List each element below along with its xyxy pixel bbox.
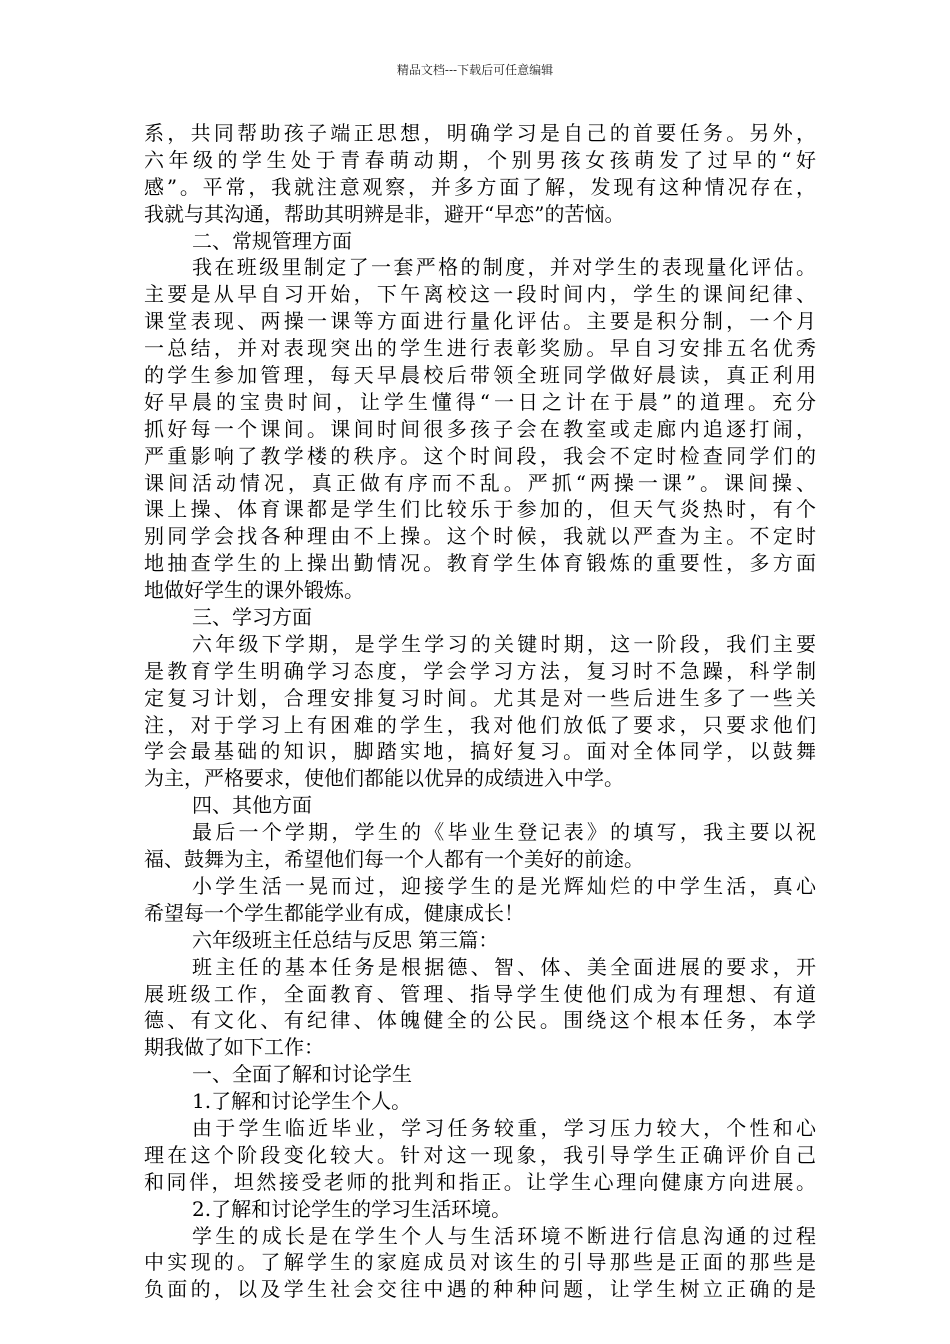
text-line: 六年级下学期，是学生学习的关键时期，这一阶段，我们主要 bbox=[192, 631, 816, 656]
text-line: 是教育学生明确学习态度，学会学习方法，复习时不急躁，科学制 bbox=[144, 658, 816, 683]
text-line: 我就与其沟通，帮助其明辨是非，避开“早恋”的苦恼。 bbox=[144, 201, 625, 226]
text-line: 期我做了如下工作： bbox=[144, 1035, 324, 1060]
text-line: 六年级的学生处于青春萌动期，个别男孩女孩萌发了过早的“好 bbox=[144, 147, 816, 172]
page-header: 精品文档---下载后可任意编辑 bbox=[396, 63, 554, 77]
text-line: 地做好学生的课外锻炼。 bbox=[144, 578, 364, 603]
text-line: 地抽查学生的上操出勤情况。教育学生体育锻炼的重要性，多方面 bbox=[144, 551, 816, 576]
text-line: 定复习计划，合理安排复习时间。尤其是对一些后进生多了一些关 bbox=[144, 685, 816, 710]
text-line: 我在班级里制定了一套严格的制度，并对学生的表现量化评估。 bbox=[192, 255, 816, 280]
text-line: 一总结，并对表现突出的学生进行表彰奖励。早自习安排五名优秀 bbox=[144, 336, 816, 361]
document-body bbox=[144, 120, 816, 1303]
text-line: 好早晨的宝贵时间，让学生懂得“一日之计在于晨”的道理。充分 bbox=[144, 389, 816, 414]
text-line: 小学生活一晃而过，迎接学生的是光辉灿烂的中学生活，真心 bbox=[192, 873, 816, 898]
text-line: 感”。平常，我就注意观察，并多方面了解，发现有这种情况存在， bbox=[144, 174, 816, 199]
text-line: 1.了解和讨论学生个人。 bbox=[192, 1089, 412, 1114]
text-line: 学会最基础的知识，脚踏实地，搞好复习。面对全体同学，以鼓舞 bbox=[144, 739, 816, 764]
text-line: 由于学生临近毕业，学习任务较重，学习压力较大，个性和心 bbox=[192, 1115, 816, 1140]
text-line: 展班级工作，全面教育、管理、指导学生使他们成为有理想、有道 bbox=[144, 981, 816, 1006]
text-line: 课堂表现、两操一课等方面进行量化评估。主要是积分制，一个月 bbox=[144, 309, 816, 334]
text-line: 严重影响了教学楼的秩序。这个时间段，我会不定时检查同学们的 bbox=[144, 443, 816, 468]
text-line: 抓好每一个课间。课间时间很多孩子会在教室或走廊内追逐打闹， bbox=[144, 416, 816, 441]
text-line: 最后一个学期，学生的《毕业生登记表》的填写，我主要以祝 bbox=[192, 820, 816, 845]
text-line: 希望每一个学生都能学业有成，健康成长！ bbox=[144, 900, 524, 925]
text-line: 四、其他方面 bbox=[192, 793, 312, 818]
text-line: 中实现的。了解学生的家庭成员对该生的引导那些是正面的那些是 bbox=[144, 1250, 816, 1275]
text-line: 六年级班主任总结与反思 第三篇： bbox=[192, 927, 499, 952]
text-line: 和同伴，坦然接受老师的批判和指正。让学生心理向健康方向进展。 bbox=[144, 1169, 816, 1194]
text-line: 系，共同帮助孩子端正思想，明确学习是自己的首要任务。另外， bbox=[144, 121, 816, 145]
text-line: 别同学会找各种理由不上操。这个时候，我就以严查为主。不定时 bbox=[144, 524, 816, 549]
text-line: 德、有文化、有纪律、体魄健全的公民。围绕这个根本任务，本学 bbox=[144, 1008, 816, 1033]
text-line: 的学生参加管理，每天早晨校后带领全班同学做好晨读，真正利用 bbox=[144, 363, 816, 388]
text-line: 班主任的基本任务是根据德、智、体、美全面进展的要求，开 bbox=[192, 954, 816, 979]
text-line: 主要是从早自习开始，下午离校这一段时间内，学生的课间纪律、 bbox=[144, 282, 816, 307]
text-line: 一、全面了解和讨论学生 bbox=[192, 1062, 412, 1087]
text-line: 三、学习方面 bbox=[192, 605, 312, 630]
text-line: 课上操、体育课都是学生们比较乐于参加的，但天气炎热时，有个 bbox=[144, 497, 816, 522]
text-line: 负面的，以及学生社会交往中遇的种种问题，让学生树立正确的是 bbox=[144, 1277, 816, 1302]
text-line: 福、鼓舞为主，希望他们每一个人都有一个美好的前途。 bbox=[144, 847, 644, 872]
text-line: 2.了解和讨论学生的学习生活环境。 bbox=[192, 1196, 512, 1221]
text-line: 二、常规管理方面 bbox=[192, 228, 352, 253]
text-line: 理在这个阶段变化较大。针对这一现象，我引导学生正确评价自己 bbox=[144, 1142, 816, 1167]
text-line: 注，对于学习上有困难的学生，我对他们放低了要求，只要求他们 bbox=[144, 712, 816, 737]
text-line: 学生的成长是在学生个人与生活环境不断进行信息沟通的过程 bbox=[192, 1223, 816, 1248]
text-line: 课间活动情况，真正做有序而不乱。严抓“两操一课”。课间操、 bbox=[144, 470, 816, 495]
text-line: 为主，严格要求，使他们都能以优异的成绩进入中学。 bbox=[144, 766, 624, 791]
